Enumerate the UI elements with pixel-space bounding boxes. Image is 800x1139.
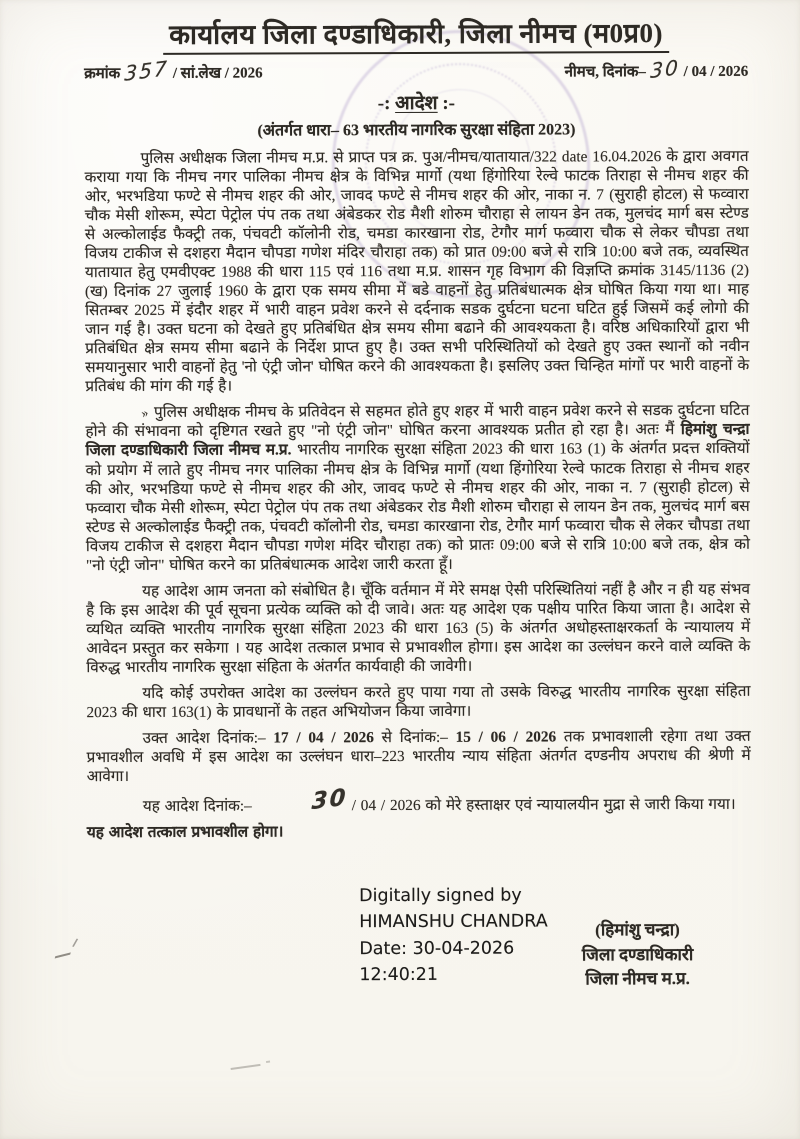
- ink-smudge-bottom: [229, 1056, 260, 1070]
- order-paragraph-4: यदि कोई उपरोक्त आदेश का उल्लंघन करते हुए पाया गया तो उसके विरुद्ध भारतीय नागरिक सुरक्षा संहिता 2023 की धारा 163(1) के प्रावधानों के तहत अभियोजन किया जावेगा।: [86, 682, 751, 721]
- signature-section: [87, 882, 751, 994]
- digital-signature-name: HIMANSHU CHANDRA: [359, 911, 548, 933]
- valid-to-date: 15 / 06 / 2026: [455, 728, 557, 746]
- digital-signature-time: 12:40:21: [359, 964, 439, 985]
- digital-signature-line1: Digitally signed by: [359, 885, 522, 907]
- order-paragraph-3: यह आदेश आम जनता को संबोधित है। चूँकि वर्तमान में मेरे समक्ष ऐसी परिस्थितियां नहीं है और न ही यह संभव है कि इस आदेश की पूर्व सूचना प्रत्येक व्यक्ति को दी जावे। अतः यह आदेश एक पक्षीय पारित किया जाता है। आदेश से व्यथित व्यक्ति भारतीय नागरिक सुरक्षा संहिता 2023 की धारा 163 (5) के अंतर्गत अधोहस्ताक्षरकर्ता के न्यायालय में आवेदन प्रस्तुत कर सकेगा । यह आदेश तत्काल प्रभाव से प्रभावशील होगा। इस आदेश का उल्लंघन करने वाले व्यक्ति के विरुद्ध भारतीय नागरिक सुरक्षा संहिता के अंतर्गत कार्यवाही की जावेगी।: [86, 580, 751, 676]
- order-paragraph-6: [87, 784, 751, 816]
- place-date-label: नीमच, दिनांक–: [564, 64, 646, 81]
- ref-label: क्रमांक: [84, 65, 121, 83]
- reference-number: [84, 55, 263, 86]
- issue-date-prefix: यह आदेश दिनांक:–: [142, 797, 252, 815]
- order-subheading: (अंतर्गत धारा– 63 भारतीय नागरिक सुरक्षा संहिता 2023): [257, 121, 576, 140]
- place-and-date: [564, 55, 749, 84]
- heading-word: आदेश: [395, 92, 438, 115]
- validity-prefix: उक्त आदेश दिनांक:–: [142, 729, 266, 747]
- ref-suffix: / सां.लेख / 2026: [172, 65, 263, 82]
- handwritten-issue-day: 30: [311, 784, 349, 816]
- order-paragraph-1: पुलिस अधीक्षक जिला नीमच म.प्र. से प्राप्त पत्र क्र. पुअ/नीमच/यातायात/322 date 16.04.2026 के द्वारा अवगत कराया गया कि नीमच नगर पालिका नीमच क्षेत्र के विभिन्न मार्गो (यथा हिंगोरिया रेल्वे फाटक तिराहा से नीमच शहर की ओर, भरभडिया फण्टे से नीमच शहर की ओर, जावद फण्टे से नीमच शहर की ओर, नाका न. 7 (सुराही होटल) से फव्वारा चौक मेसी शोरूम, स्पेटा पेट्रोल पंप तक तथा अंबेडकर रोड मैशी शोरुम चौराहा से लायन डेन तक, मुलचंद मार्ग बस स्टेण्ड से अल्कोलाईड फैक्ट्री तक, पंचवटी कॉलोनी रोड, चमडा कारखाना रोड, टेगौर मार्ग फव्वारा चौक से लेकर चौपडा तथा विजय टाकीज से दशहरा मैदान चौपडा गणेश मंदिर चौराहा तक) को प्रात 09:00 बजे से रात्रि 10:00 बजे तक, व्यवस्थित यातायात हेतु एमवीएक्ट 1988 की धारा 115 एवं 116 तथा म.प्र. शासन गृह विभाग की विज्ञप्ति क्रमांक 3145/1136 (2) (ख) दिनांक 27 जुलाई 1960 के द्वारा एक समय सीमा में बडे वाहनों हेतु प्रतिबंधात्मक क्षेत्र घोषित किया गया था। माह सितम्बर 2025 में इंदौर शहर में भारी वाहन प्रवेश करने से दर्दनाक सडक दुर्घटना घटना घटित हुई जिसमें कई लोगो की जान गई है। उक्त घटना को देखते हुए प्रतिबंधित क्षेत्र समय सीमा बढाने की आवश्यकता है। वरिष्ठ अधिकारियों द्वारा भी प्रतिबंधित क्षेत्र समय सीमा बढाने के निर्देश प्राप्त हुए है। उक्त सभी परिस्थितियों को देखते हुए उक्त स्थानों को नवीन समयानुसार भारी वाहनों हेतु 'नो एंट्री जोन' घोषित करने की आवश्यकता है। इसलिए उक्त चिन्हित मांगों पर भारी वाहनों के प्रतिबंध की मांग की गई है।: [84, 147, 750, 396]
- digital-signature-date: Date: 30-04-2026: [359, 938, 515, 959]
- handwritten-date-day: 30: [649, 55, 681, 84]
- margin-pen-mark: »: [139, 404, 150, 421]
- validity-suffix: तक प्रभावशाली रहेगा तथा उक्त प्रभावशील अवधि में इस आदेश का उल्लंघन धारा–223 भारतीय न्याय संहिता अंतर्गत दण्डनीय अपराध की श्रेणी में आवेगा।: [86, 727, 751, 786]
- order-paragraph-2: [85, 401, 750, 575]
- signatory-office: जिला नीमच म.प्र.: [585, 969, 690, 989]
- signatory-name: (हिमांशु चन्द्रा): [595, 920, 680, 940]
- handwritten-ref-number: 357: [123, 55, 170, 86]
- paragraph-2-text: पुलिस अधीक्षक नीमच के प्रतिवेदन से सहमत होते हुए शहर में भारी वाहन प्रवेश करने से सडक दुर्घटना घटित होने की संभावना को दृष्टिगत रखते हुए "नो एंट्री जोन" घोषित करना आवश्यक प्रतीत हो रहा है। अतः मैं: [85, 402, 750, 441]
- issue-date-suffix: / 04 / 2026 को मेरे हस्ताक्षर एवं न्यायालयीन मुद्रा से जारी किया गया।: [351, 795, 736, 815]
- heading-dash-right: :-: [442, 92, 456, 114]
- signatory-designation: जिला दण्डाधिकारी: [581, 944, 694, 965]
- heading-dash-left: -:: [377, 93, 391, 115]
- order-body: [85, 147, 751, 842]
- order-paragraph-7-bold: यह आदेश तत्काल प्रभावशील होगा।: [86, 823, 284, 842]
- digital-signature-block: [359, 883, 548, 989]
- reference-and-date-row: [84, 55, 749, 86]
- office-title: कार्यालय जिला दण्डाधिकारी, जिला नीमच (म0प्र0): [163, 13, 669, 55]
- order-paragraph-5: [87, 727, 751, 786]
- signatory-block: [582, 918, 694, 992]
- paragraph-2-text-cont: भारतीय नागरिक सुरक्षा संहिता 2023 की धारा 163 (1) के अंतर्गत प्रदत्त शक्तियों को प्रयोग में लाते हुए नीमच नगर पालिका नीमच क्षेत्र के विभिन्न मार्गो (यथा हिंगोरिया रेल्वे फाटक तिराहा से नीमच शहर की ओर, भरभडिया फण्टे से नीमच शहर की ओर, जावद फण्टे से नीमच शहर की ओर, नाका न. 7 (सुराही होटल) से फव्वारा चौक मेसी शोरूम, स्पेटा पेट्रोल पंप तक तथा अंबेडकर रोड मैशी शोरुम चौराहा से लायन डेन तक, मुलचंद मार्ग बस स्टेण्ड से अल्कोलाईड फैक्ट्री तक, पंचवटी कॉलोनी रोड, चमडा कारखाना रोड, टेगौर मार्ग फव्वारा चौक से लेकर चौपडा तथा विजय टाकीज से दशहरा मैदान चौपडा गणेश मंदिर चौराहा तक) को प्रातः 09:00 बजे से रात्रि 10:00 बजे तक, क्षेत्र को "नो एंट्री जोन" घोषित करने का प्रतिबंधात्मक आदेश जारी करता हूँ।: [85, 440, 750, 574]
- date-rest: / 04 / 2026: [683, 63, 749, 81]
- magistrate-name-bold: हिमांशु चन्द्रा जिला दण्डाधिकारी जिला नीमच म.प्र.: [85, 421, 750, 460]
- valid-from-date: 17 / 04 / 2026: [273, 729, 374, 747]
- order-heading: [84, 88, 748, 116]
- validity-mid: से दिनांक:–: [381, 728, 448, 746]
